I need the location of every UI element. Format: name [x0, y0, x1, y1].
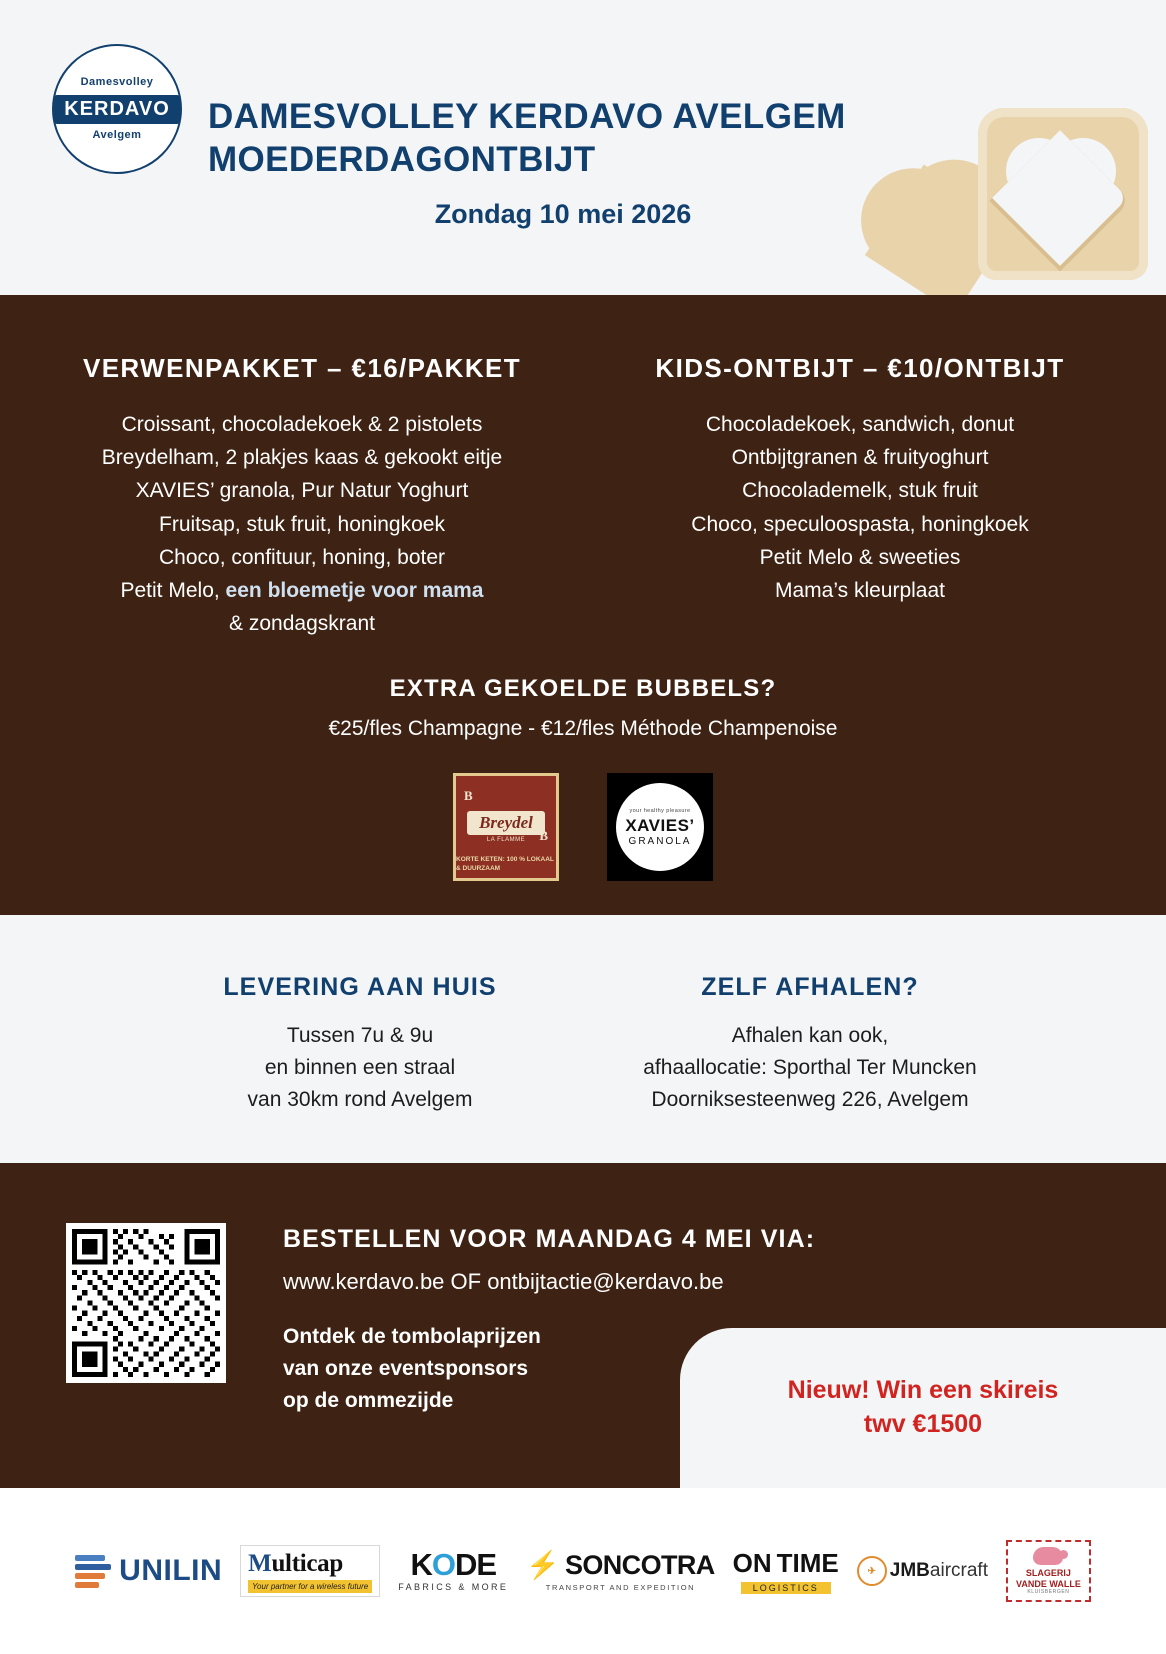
list-item: Ontbijtgranen & fruityoghurt [731, 446, 989, 470]
sponsor-tagline: LOGISTICS [741, 1582, 831, 1594]
sponsor-multicap [240, 1545, 380, 1597]
kerdavo-logo [52, 44, 182, 174]
order-url[interactable]: www.kerdavo.be OF ontbijtactie@kerdavo.be [283, 1269, 724, 1294]
list-item: & zondagskrant [229, 612, 375, 636]
logo-center-text: KERDAVO [54, 95, 180, 124]
sponsor-name [890, 1560, 988, 1582]
sponsor-tagline: FABRICS & MORE [398, 1582, 509, 1593]
sponsor-name [248, 1551, 372, 1576]
bolt-icon: ⚡ [526, 1550, 560, 1580]
packages-band [0, 295, 1166, 915]
event-date: Zondag 10 mei 2026 [434, 199, 692, 230]
sponsor-name: SONCOTRA [564, 1550, 715, 1580]
flower-highlight: een bloemetje voor mama [225, 578, 484, 602]
delivery-band [0, 915, 1166, 1163]
sponsor-tagline: TRANSPORT AND EXPEDITION [545, 1583, 696, 1592]
ontime-time: TIME [776, 1548, 839, 1578]
xavies-name: XAVIES’ [625, 815, 695, 835]
sponsor-tagline: KLUISBERGEN [1027, 1589, 1070, 1596]
sponsor-unilin [75, 1554, 222, 1588]
sponsor-footer [0, 1488, 1166, 1654]
xavies-logo [607, 773, 713, 881]
list-item: Afhalen kan ook, [731, 1024, 889, 1047]
list-item: en binnen een straal [264, 1055, 456, 1079]
list-item: Ontdek de tombolaprijzen [283, 1325, 541, 1348]
xavies-subtitle: GRANOLA [628, 835, 692, 847]
sponsor-slagerij-vande-walle [1006, 1540, 1091, 1603]
list-item: Tussen 7u & 9u [286, 1024, 434, 1047]
home-delivery-column [130, 973, 590, 1116]
kode-de: DE [455, 1546, 497, 1582]
sponsor-jmb-aircraft [857, 1556, 988, 1586]
list-item: Choco, speculoospasta, honingkoek [691, 512, 1029, 536]
multicap-rest: ulticap [271, 1550, 343, 1577]
breydel-mark-right: B [539, 828, 548, 843]
xavies-tagline: your healthy pleasure [629, 807, 691, 814]
list-item: afhaallocatie: Sporthal Ter Muncken [643, 1055, 977, 1079]
list-item-highlight [42, 574, 562, 607]
pickup-column [580, 973, 1040, 1116]
highlight-prefix: Petit Melo, [120, 578, 226, 602]
sponsor-tagline: Your partner for a wireless future [248, 1580, 372, 1593]
order-band [0, 1163, 1166, 1488]
pig-icon [1033, 1547, 1063, 1565]
list-item: Croissant, chocoladekoek & 2 pistolets [121, 413, 483, 436]
breydel-subtitle: LA FLAMME [486, 837, 526, 843]
list-item: Breydelham, 2 plakjes kaas & gekookt eitje [101, 446, 503, 470]
slagerij-line-1: SLAGERIJ [1025, 1567, 1071, 1578]
kode-k: K [410, 1546, 432, 1582]
promo-line-1: Nieuw! Win een skireis [787, 1376, 1059, 1405]
sponsor-ontime [733, 1548, 839, 1594]
bubbles-prices: €25/fles Champagne - €12/fles Méthode Champenoise [328, 717, 838, 740]
bubbles-title: EXTRA GEKOELDE BUBBELS? [389, 675, 777, 702]
multicap-initial: M [248, 1550, 272, 1577]
list-item: Mama’s kleurplaat [774, 578, 946, 602]
plane-icon: ✈ [857, 1556, 887, 1586]
list-item: van 30km rond Avelgem [247, 1087, 473, 1111]
aircraft-text: aircraft [929, 1560, 988, 1581]
list-item: Chocolademelk, stuk fruit [742, 479, 978, 503]
list-item: Chocoladekoek, sandwich, donut [705, 413, 1015, 436]
verwenpakket-title: VERWENPAKKET – €16/PAKKET [82, 353, 522, 383]
jmb-text: JMB [889, 1560, 930, 1581]
square-toast-icon [978, 108, 1148, 280]
sponsor-name [1016, 1568, 1081, 1590]
list-item: van onze eventsponsors [283, 1356, 529, 1380]
home-delivery-title: LEVERING AAN HUIS [223, 973, 497, 1001]
unilin-mark-icon [75, 1555, 111, 1588]
sponsor-name [410, 1546, 497, 1582]
ontime-on: ON [732, 1548, 772, 1578]
list-item: Petit Melo & sweeties [759, 545, 961, 569]
logo-bottom-text: Avelgem [92, 128, 142, 141]
pickup-text [580, 1020, 1040, 1116]
kids-ontbijt-column [600, 353, 1120, 607]
verwenpakket-column [42, 353, 562, 640]
page-title-line-1: DAMESVOLLEY KERDAVO AVELGEM [208, 97, 846, 136]
sponsor-name: UNILIN [119, 1554, 223, 1587]
sponsor-soncotra [526, 1550, 714, 1592]
tombola-text [283, 1321, 541, 1417]
brand-logos-row [0, 773, 1166, 881]
list-item: Doorniksesteenweg 226, Avelgem [651, 1087, 969, 1111]
promo-line-2: twv €1500 [863, 1410, 983, 1438]
kode-o: O [431, 1546, 455, 1582]
page-title-line-2: MOEDERDAGONTBIJT [208, 139, 596, 179]
list-item: Choco, confituur, honing, boter [158, 545, 446, 569]
toast-decoration [858, 108, 1148, 298]
list-item: op de ommezijde [283, 1388, 454, 1412]
list-item: XAVIES’ granola, Pur Natur Yoghurt [135, 479, 469, 503]
slagerij-line-2: VANDE WALLE [1015, 1578, 1081, 1589]
order-title: BESTELLEN VOOR MAANDAG 4 MEI VIA: [283, 1225, 816, 1253]
sponsor-kode [398, 1546, 509, 1593]
list-item: Fruitsap, stuk fruit, honingkoek [159, 512, 445, 536]
home-delivery-text [130, 1020, 590, 1116]
breydel-mark-left: B [464, 788, 473, 803]
qr-code[interactable] [66, 1223, 226, 1383]
breydel-footer: KORTE KETEN: 100 % LOKAAL & DUURZAAM [456, 855, 554, 873]
kids-ontbijt-title: KIDS-ONTBIJT – €10/ONTBIJT [655, 353, 1065, 383]
verwenpakket-list [42, 408, 562, 640]
promo-badge [680, 1328, 1166, 1488]
logo-top-text: Damesvolley [80, 75, 154, 88]
poster-header [0, 0, 1166, 305]
breydel-logo [453, 773, 559, 881]
breydel-name: Breydel [467, 811, 545, 835]
kids-ontbijt-list [600, 408, 1120, 607]
pickup-title: ZELF AFHALEN? [701, 973, 919, 1001]
bubbles-section [0, 675, 1166, 741]
